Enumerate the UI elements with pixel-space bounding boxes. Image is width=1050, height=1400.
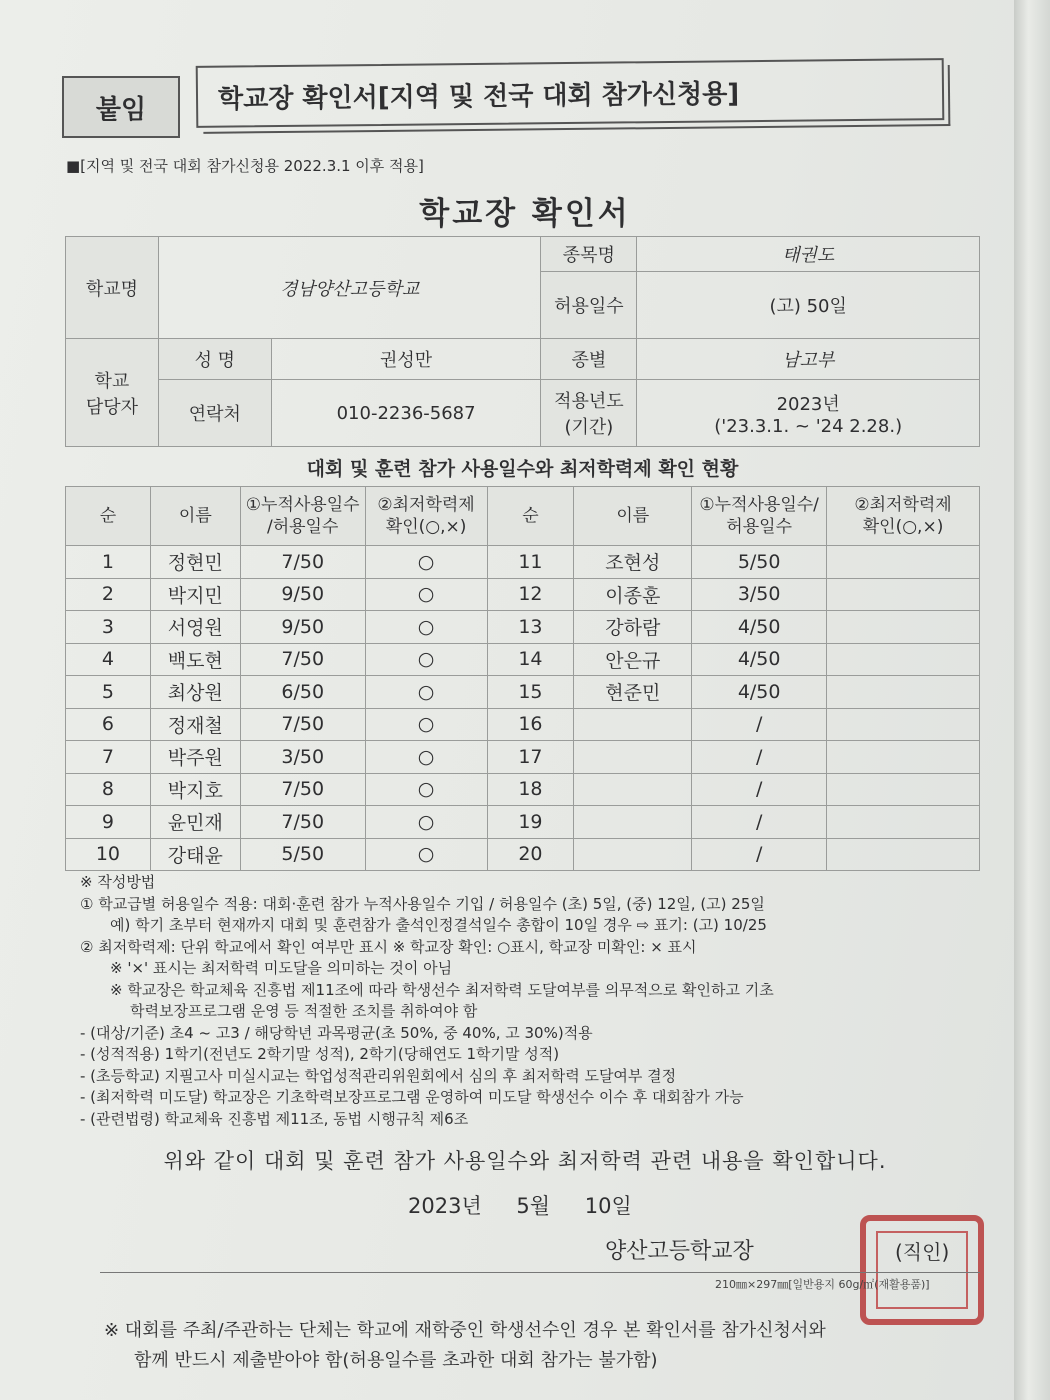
- event-value: 태권도: [637, 237, 980, 272]
- cell-check: [827, 806, 980, 839]
- cell-name: 박주원: [150, 741, 240, 774]
- contact-name: 권성만: [271, 339, 541, 380]
- footer-note: [104, 1316, 826, 1376]
- cell-no: 3: [66, 611, 151, 644]
- cell-check: [827, 741, 980, 774]
- cell-name: [574, 708, 692, 741]
- allowed-days-value: (고) 50일: [637, 272, 980, 339]
- table-row: [66, 741, 980, 774]
- cell-no: 19: [487, 806, 574, 839]
- cell-check: [827, 708, 980, 741]
- instruction-line: ② 최저학력제: 단위 학교에서 확인 여부만 표시 ※ 학교장 확인: ○표시, 학교장 미확인: × 표시: [80, 937, 697, 956]
- instruction-line: 학력보장프로그램 운영 등 적절한 조치를 취하여야 함: [130, 1002, 478, 1020]
- phone-label: 연락처: [158, 380, 271, 447]
- cell-no: 8: [66, 773, 151, 806]
- principal-title: 양산고등학교장: [605, 1239, 754, 1264]
- cell-no: 13: [487, 611, 574, 644]
- cell-days: 5/50: [692, 546, 827, 579]
- cell-days: 7/50: [240, 643, 365, 676]
- table-row: [66, 708, 980, 741]
- cell-name: [574, 806, 692, 839]
- period-value: ('23.3.1. ~ '24 2.28.): [714, 415, 903, 437]
- cell-days: /: [692, 773, 827, 806]
- divider-line: [100, 1272, 980, 1273]
- roster-header-row: [66, 487, 980, 546]
- cell-no: 10: [66, 838, 151, 871]
- cell-name: 서영원: [150, 611, 240, 644]
- cell-no: 16: [487, 708, 574, 741]
- cell-check: [827, 838, 980, 871]
- cell-name: 강하람: [574, 611, 692, 644]
- cell-no: 17: [487, 741, 574, 774]
- cell-name: 현준민: [574, 676, 692, 709]
- cell-name: 이종훈: [574, 578, 692, 611]
- cell-name: 안은규: [574, 643, 692, 676]
- confirmation-statement: 위와 같이 대회 및 훈련 참가 사용일수와 최저학력 관련 내용을 확인합니다.: [163, 1149, 887, 1173]
- cell-no: 15: [487, 676, 574, 709]
- cell-days: 3/50: [240, 741, 365, 774]
- name-label: 성 명: [158, 339, 271, 380]
- year-cell: [637, 380, 980, 447]
- cell-days: 9/50: [240, 611, 365, 644]
- school-name-label: 학교명: [66, 237, 159, 339]
- header-days-2: ①누적사용일수/ 허용일수: [692, 487, 827, 546]
- year-value: 2023년: [776, 393, 840, 415]
- table-row: [66, 773, 980, 806]
- division-label: 종별: [541, 339, 637, 380]
- cell-days: 7/50: [240, 546, 365, 579]
- header-days: ①누적사용일수 /허용일수: [240, 487, 365, 546]
- cell-check: [827, 546, 980, 579]
- cell-days: 9/50: [240, 578, 365, 611]
- cell-check: [827, 643, 980, 676]
- cell-name: 박지민: [150, 578, 240, 611]
- cell-no: 20: [487, 838, 574, 871]
- cell-name: 강태윤: [150, 838, 240, 871]
- status-section-title: 대회 및 훈련 참가 사용일수와 최저학력제 확인 현황: [65, 446, 980, 487]
- instruction-line: ※ '×' 표시는 최저학력 미도달을 의미하는 것이 아님: [110, 959, 453, 977]
- cell-check: [827, 773, 980, 806]
- cell-days: 3/50: [692, 578, 827, 611]
- instruction-line: - (최저학력 미도달) 학교장은 기초학력보장프로그램 운영하여 미도달 학생선수 이수 후 대회참가 가능: [80, 1088, 744, 1106]
- cell-no: 1: [66, 546, 151, 579]
- cell-name: [574, 741, 692, 774]
- header-check: ②최저학력제 확인(○,×): [365, 487, 487, 546]
- roster-table: [65, 486, 980, 871]
- cell-check: [827, 676, 980, 709]
- table-row: [66, 578, 980, 611]
- seal-label: (직인): [895, 1240, 950, 1264]
- table-row: [66, 806, 980, 839]
- cell-days: 4/50: [692, 611, 827, 644]
- cell-name: 최상원: [150, 676, 240, 709]
- header-check-2: ②최저학력제 확인(○,×): [827, 487, 980, 546]
- cell-no: 18: [487, 773, 574, 806]
- cell-no: 6: [66, 708, 151, 741]
- cell-days: 7/50: [240, 773, 365, 806]
- contact-group-label: 학교 담당자: [66, 339, 159, 447]
- cell-days: /: [692, 806, 827, 839]
- instruction-line: - (성적적용) 1학기(전년도 2학기말 성적), 2학기(당해연도 1학기말 성적): [80, 1045, 560, 1063]
- cell-check: ○: [365, 708, 487, 741]
- cell-check: ○: [365, 578, 487, 611]
- official-seal-stamp: [860, 1215, 984, 1325]
- cell-check: ○: [365, 676, 487, 709]
- date-month: 5월: [516, 1194, 551, 1218]
- applies-note: ■[지역 및 전국 대회 참가신청용 2022.3.1 이후 적용]: [66, 157, 424, 175]
- cell-days: 7/50: [240, 708, 365, 741]
- header-no: 순: [66, 487, 151, 546]
- cell-check: ○: [365, 773, 487, 806]
- cell-check: ○: [365, 643, 487, 676]
- cell-check: ○: [365, 806, 487, 839]
- cell-name: 윤민재: [150, 806, 240, 839]
- instruction-line: ※ 작성방법: [80, 873, 156, 891]
- instruction-line: - (대상/기준) 초4 ~ 고3 / 해당학년 과목평균(초 50%, 중 40%, 고 30%)적용: [80, 1023, 593, 1042]
- cell-no: 5: [66, 676, 151, 709]
- footer-line-1: ※ 대회를 주최/주관하는 단체는 학교에 재학중인 학생선수인 경우 본 확인서를 참가신청서와: [104, 1320, 826, 1341]
- year-label: 적용년도 (기간): [541, 380, 637, 447]
- issue-date: [408, 1190, 660, 1220]
- date-day: 10일: [584, 1194, 632, 1218]
- page-title: 학교장 확인서: [419, 196, 631, 232]
- cell-no: 2: [66, 578, 151, 611]
- cell-name: 조현성: [574, 546, 692, 579]
- cell-no: 11: [487, 546, 574, 579]
- cell-no: 14: [487, 643, 574, 676]
- cell-name: 백도현: [150, 643, 240, 676]
- cell-check: [827, 578, 980, 611]
- header-name: 이름: [150, 487, 240, 546]
- header-name-2: 이름: [574, 487, 692, 546]
- table-row: [66, 838, 980, 871]
- instruction-line: ※ 학교장은 학교체육 진흥법 제11조에 따라 학생선수 최저학력 도달여부를 의무적으로 확인하고 기초: [110, 980, 774, 999]
- table-row: [66, 611, 980, 644]
- cell-days: 7/50: [240, 806, 365, 839]
- cell-name: 정재철: [150, 708, 240, 741]
- footer-line-2: 함께 반드시 제출받아야 함(허용일수를 초과한 대회 참가는 불가함): [134, 1350, 658, 1371]
- cell-check: ○: [365, 741, 487, 774]
- table-row: [66, 546, 980, 579]
- paper-spec: 210㎜×297㎜[일반용지 60g/㎡(재활용품)]: [715, 1278, 930, 1291]
- cell-days: 4/50: [692, 643, 827, 676]
- date-year: 2023년: [408, 1194, 482, 1218]
- roster-body: [66, 546, 980, 871]
- cell-days: /: [692, 838, 827, 871]
- cell-check: ○: [365, 546, 487, 579]
- form-box-title: 학교장 확인서[지역 및 전국 대회 참가신청용]: [196, 58, 945, 128]
- cell-no: 12: [487, 578, 574, 611]
- cell-name: [574, 773, 692, 806]
- table-row: [66, 676, 980, 709]
- cell-name: 박지호: [150, 773, 240, 806]
- cell-days: 5/50: [240, 838, 365, 871]
- contact-phone: 010-2236-5687: [271, 380, 541, 447]
- cell-no: 4: [66, 643, 151, 676]
- instruction-line: ① 학교급별 허용일수 적용: 대회·훈련 참가 누적사용일수 기입 / 허용일수 (초) 5일, (중) 12일, (고) 25일: [80, 894, 765, 913]
- writing-instructions: [80, 872, 980, 1130]
- cell-check: [827, 611, 980, 644]
- cell-days: /: [692, 741, 827, 774]
- header-no-2: 순: [487, 487, 574, 546]
- event-label: 종목명: [541, 237, 637, 272]
- cell-check: ○: [365, 838, 487, 871]
- cell-no: 7: [66, 741, 151, 774]
- instruction-line: - (관련법령) 학교체육 진흥법 제11조, 동법 시행규칙 제6조: [80, 1109, 469, 1128]
- allowed-days-label: 허용일수: [541, 272, 637, 339]
- school-name: 경남양산고등학교: [158, 237, 541, 339]
- division-value: 남고부: [637, 339, 980, 380]
- cell-days: 6/50: [240, 676, 365, 709]
- cell-days: 4/50: [692, 676, 827, 709]
- cell-name: [574, 838, 692, 871]
- cell-name: 정현민: [150, 546, 240, 579]
- attachment-label: 붙임: [62, 76, 180, 138]
- instruction-line: 예) 학기 초부터 현재까지 대회 및 훈련참가 출석인정결석일수 총합이 10일 경우 ⇨ 표기: (고) 10/25: [110, 916, 767, 934]
- cell-no: 9: [66, 806, 151, 839]
- cell-days: /: [692, 708, 827, 741]
- table-row: [66, 643, 980, 676]
- info-table: [65, 236, 980, 447]
- cell-check: ○: [365, 611, 487, 644]
- instruction-line: - (초등학교) 지필고사 미실시교는 학업성적관리위원회에서 심의 후 최저학력 도달여부 결정: [80, 1066, 677, 1085]
